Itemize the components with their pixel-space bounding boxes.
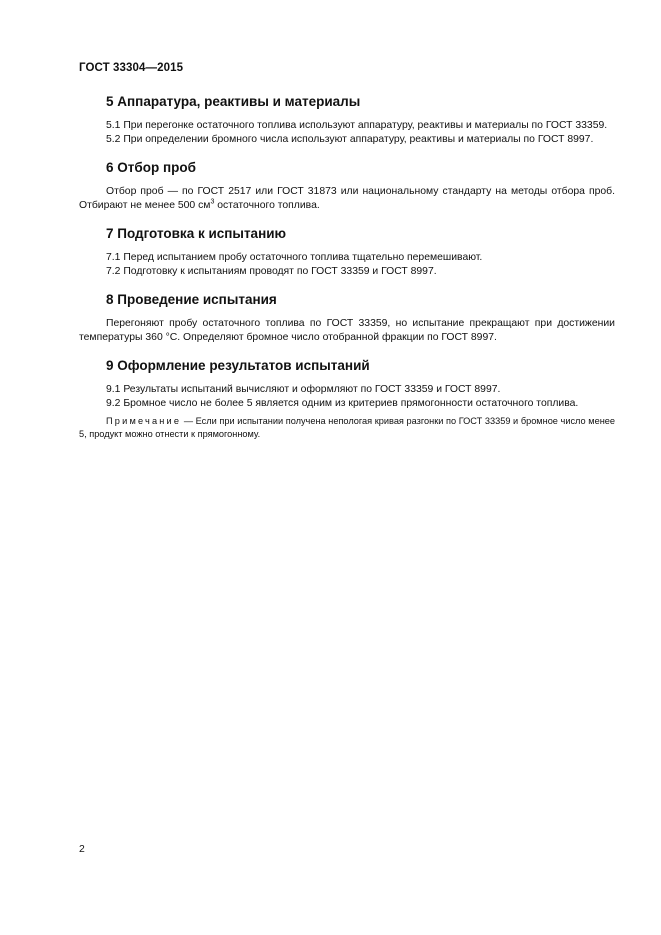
section-7-title: 7 Подготовка к испытанию bbox=[106, 226, 287, 241]
paragraph-5-2: 5.2 При определении бромного числа используют аппаратуру, реактивы и материалы по ГОСТ 8997. bbox=[106, 133, 594, 145]
paragraph-8-1: Перегоняют пробу остаточного топлива по ГОСТ 33359, но испытание прекращают при достижении температуры 360 °С. Определяют бромное число отобранной фракции по ГОСТ 8997. bbox=[79, 318, 615, 343]
paragraph-7-1: 7.1 Перед испытанием пробу остаточного топлива тщательно перемешивают. bbox=[106, 252, 483, 263]
section-5-title: 5 Аппаратура, реактивы и материалы bbox=[106, 94, 361, 109]
note bbox=[79, 415, 615, 440]
paragraph-9-2: 9.2 Бромное число не более 5 является одним из критериев прямогонности остаточного топлива. bbox=[106, 397, 579, 409]
paragraph-6-1 bbox=[79, 185, 615, 212]
section-9 bbox=[79, 358, 615, 440]
paragraph-6-1-tail: остаточного топлива. bbox=[214, 199, 320, 211]
superscript-3: 3 bbox=[210, 198, 215, 206]
section-8 bbox=[79, 292, 615, 344]
standard-header: ГОСТ 33304—2015 bbox=[79, 62, 184, 74]
page-number: 2 bbox=[79, 844, 85, 855]
paragraph-9-1: 9.1 Результаты испытаний вычисляют и оформляют по ГОСТ 33359 и ГОСТ 8997. bbox=[106, 384, 501, 395]
section-9-title: 9 Оформление результатов испытаний bbox=[106, 358, 370, 373]
section-6-title: 6 Отбор проб bbox=[106, 160, 196, 175]
section-8-title: 8 Проведение испытания bbox=[106, 292, 277, 307]
paragraph-5-1: 5.1 При перегонке остаточного топлива используют аппаратуру, реактивы и материалы по ГОСТ 33359. bbox=[106, 120, 608, 131]
note-label: Примечание bbox=[106, 416, 182, 426]
paragraph-6-1-text: Отбор проб — по ГОСТ 2517 или ГОСТ 31873 или национальному стандарту на методы отбора проб. Отбирают не менее 500 см bbox=[79, 186, 615, 211]
section-5 bbox=[79, 94, 615, 146]
section-6 bbox=[79, 160, 615, 212]
note-text: — Если при испытании получена непологая кривая разгонки по ГОСТ 33359 и бромное число менее 5, продукт можно отнести к прямогонному. bbox=[79, 416, 615, 439]
document-body bbox=[79, 94, 615, 454]
section-7 bbox=[79, 226, 615, 278]
paragraph-7-2: 7.2 Подготовку к испытаниям проводят по ГОСТ 33359 и ГОСТ 8997. bbox=[106, 265, 437, 277]
